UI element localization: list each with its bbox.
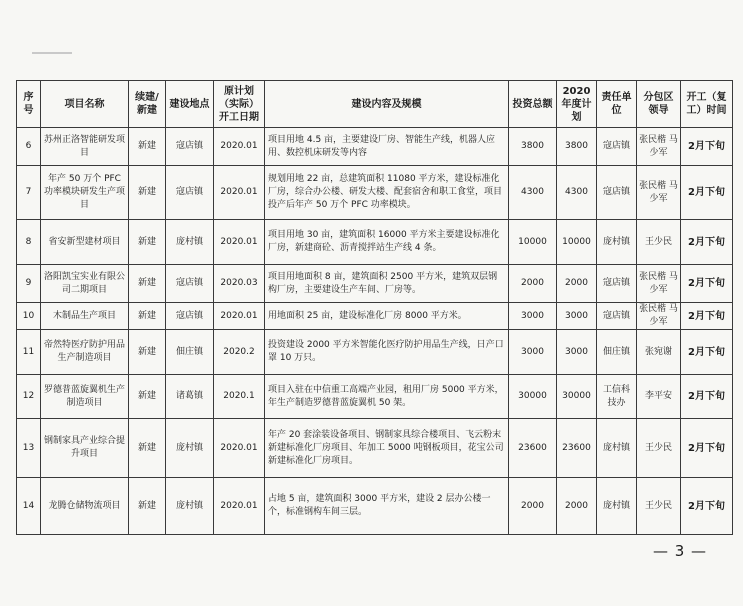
cell-unit: 工信科技办 bbox=[597, 375, 637, 419]
cell-seq: 10 bbox=[17, 303, 41, 330]
cell-seq: 9 bbox=[17, 265, 41, 303]
cell-content: 投资建设 2000 平方米智能化医疗防护用品生产线，日产口罩 10 万只。 bbox=[265, 330, 509, 375]
cell-unit: 寇店镇 bbox=[597, 166, 637, 220]
cell-seq: 8 bbox=[17, 220, 41, 265]
cell-type: 新建 bbox=[129, 265, 166, 303]
cell-date: 2020.01 bbox=[214, 478, 265, 535]
cell-plan: 30000 bbox=[557, 375, 597, 419]
project-table bbox=[16, 80, 733, 535]
table-row bbox=[17, 220, 733, 265]
cell-invest: 30000 bbox=[509, 375, 557, 419]
cell-type: 新建 bbox=[129, 220, 166, 265]
cell-time: 2月下旬 bbox=[681, 419, 733, 478]
cell-invest: 23600 bbox=[509, 419, 557, 478]
cell-name: 苏州正洛智能研发项目 bbox=[41, 128, 129, 166]
cell-unit: 寇店镇 bbox=[597, 128, 637, 166]
cell-time: 2月下旬 bbox=[681, 330, 733, 375]
cell-seq: 7 bbox=[17, 166, 41, 220]
cell-seq: 13 bbox=[17, 419, 41, 478]
cell-content: 占地 5 亩，建筑面积 3000 平方米，建设 2 层办公楼一个，标准钢构车间三层。 bbox=[265, 478, 509, 535]
cell-date: 2020.03 bbox=[214, 265, 265, 303]
table-row bbox=[17, 478, 733, 535]
cell-name: 罗德普蓝旋翼机生产制造项目 bbox=[41, 375, 129, 419]
cell-seq: 11 bbox=[17, 330, 41, 375]
cell-location: 寇店镇 bbox=[166, 166, 214, 220]
header-leader: 分包区领导 bbox=[637, 81, 681, 128]
cell-date: 2020.01 bbox=[214, 128, 265, 166]
cell-content: 项目用地 30 亩，建筑面积 16000 平方米主要建设标准化厂房，新建商砼、沥青搅拌站生产线 4 条。 bbox=[265, 220, 509, 265]
cell-leader: 李平安 bbox=[637, 375, 681, 419]
header-rule bbox=[32, 52, 72, 54]
cell-type: 新建 bbox=[129, 166, 166, 220]
table-row bbox=[17, 303, 733, 330]
table-row bbox=[17, 375, 733, 419]
cell-leader: 张民楷 马少军 bbox=[637, 265, 681, 303]
header-plan-date: 原计划（实际）开工日期 bbox=[214, 81, 265, 128]
cell-location: 庞村镇 bbox=[166, 220, 214, 265]
header-invest-total: 投资总额 bbox=[509, 81, 557, 128]
cell-location: 寇店镇 bbox=[166, 303, 214, 330]
cell-date: 2020.01 bbox=[214, 166, 265, 220]
cell-leader: 王少民 bbox=[637, 478, 681, 535]
cell-unit: 佃庄镇 bbox=[597, 330, 637, 375]
cell-location: 庞村镇 bbox=[166, 478, 214, 535]
cell-plan: 2000 bbox=[557, 478, 597, 535]
cell-seq: 12 bbox=[17, 375, 41, 419]
table-row bbox=[17, 419, 733, 478]
cell-type: 新建 bbox=[129, 478, 166, 535]
header-type: 续建/新建 bbox=[129, 81, 166, 128]
cell-time: 2月下旬 bbox=[681, 166, 733, 220]
cell-invest: 4300 bbox=[509, 166, 557, 220]
header-unit: 责任单位 bbox=[597, 81, 637, 128]
cell-type: 新建 bbox=[129, 303, 166, 330]
cell-leader: 王少民 bbox=[637, 419, 681, 478]
cell-location: 庞村镇 bbox=[166, 419, 214, 478]
cell-date: 2020.01 bbox=[214, 419, 265, 478]
cell-name: 洛阳凯宝实业有限公司二期项目 bbox=[41, 265, 129, 303]
cell-type: 新建 bbox=[129, 375, 166, 419]
header-plan-2020: 2020年度计划 bbox=[557, 81, 597, 128]
cell-plan: 2000 bbox=[557, 265, 597, 303]
cell-name: 木制品生产项目 bbox=[41, 303, 129, 330]
header-seq: 序号 bbox=[17, 81, 41, 128]
header-location: 建设地点 bbox=[166, 81, 214, 128]
cell-content: 用地面积 25 亩，建设标准化厂房 8000 平方米。 bbox=[265, 303, 509, 330]
cell-date: 2020.2 bbox=[214, 330, 265, 375]
cell-time: 2月下旬 bbox=[681, 265, 733, 303]
cell-location: 诸葛镇 bbox=[166, 375, 214, 419]
cell-plan: 23600 bbox=[557, 419, 597, 478]
table-header-row bbox=[17, 81, 733, 128]
cell-time: 2月下旬 bbox=[681, 128, 733, 166]
cell-seq: 6 bbox=[17, 128, 41, 166]
cell-location: 佃庄镇 bbox=[166, 330, 214, 375]
table-row bbox=[17, 330, 733, 375]
cell-name: 帝然特医疗防护用品生产制造项目 bbox=[41, 330, 129, 375]
cell-unit: 寇店镇 bbox=[597, 265, 637, 303]
cell-plan: 10000 bbox=[557, 220, 597, 265]
cell-date: 2020.01 bbox=[214, 303, 265, 330]
cell-leader: 张宛谢 bbox=[637, 330, 681, 375]
cell-leader: 张民楷 马少军 bbox=[637, 128, 681, 166]
table-row bbox=[17, 166, 733, 220]
cell-name: 年产 50 万个 PFC 功率模块研发生产项目 bbox=[41, 166, 129, 220]
cell-invest: 2000 bbox=[509, 478, 557, 535]
cell-type: 新建 bbox=[129, 419, 166, 478]
cell-content: 规划用地 22 亩，总建筑面积 11080 平方米，建设标准化厂房，综合办公楼、研发大楼、配套宿舍和职工食堂，项目投产后年产 50 万个 PFC 功率模块。 bbox=[265, 166, 509, 220]
cell-location: 寇店镇 bbox=[166, 128, 214, 166]
table-row bbox=[17, 128, 733, 166]
header-content: 建设内容及规模 bbox=[265, 81, 509, 128]
cell-plan: 4300 bbox=[557, 166, 597, 220]
cell-unit: 庞村镇 bbox=[597, 478, 637, 535]
cell-time: 2月下旬 bbox=[681, 478, 733, 535]
page-number: — 3 — bbox=[652, 542, 708, 560]
cell-time: 2月下旬 bbox=[681, 303, 733, 330]
cell-invest: 2000 bbox=[509, 265, 557, 303]
cell-invest: 3000 bbox=[509, 330, 557, 375]
cell-type: 新建 bbox=[129, 128, 166, 166]
cell-unit: 寇店镇 bbox=[597, 303, 637, 330]
cell-leader: 张民楷 马少军 bbox=[637, 166, 681, 220]
cell-date: 2020.1 bbox=[214, 375, 265, 419]
cell-plan: 3800 bbox=[557, 128, 597, 166]
cell-location: 寇店镇 bbox=[166, 265, 214, 303]
cell-name: 龙腾仓储物流项目 bbox=[41, 478, 129, 535]
cell-name: 省安新型建材项目 bbox=[41, 220, 129, 265]
cell-content: 项目用地面积 8 亩，建筑面积 2500 平方米，建筑双层钢构厂房，主要建设生产车间、厂房等。 bbox=[265, 265, 509, 303]
cell-name: 钢制家具产业综合提升项目 bbox=[41, 419, 129, 478]
cell-invest: 10000 bbox=[509, 220, 557, 265]
cell-leader: 王少民 bbox=[637, 220, 681, 265]
cell-unit: 庞村镇 bbox=[597, 419, 637, 478]
cell-leader: 张民楷 马少军 bbox=[637, 303, 681, 330]
cell-content: 项目用地 4.5 亩，主要建设厂房、智能生产线，机器人应用、数控机床研发等内容 bbox=[265, 128, 509, 166]
cell-type: 新建 bbox=[129, 330, 166, 375]
cell-time: 2月下旬 bbox=[681, 375, 733, 419]
table-row bbox=[17, 265, 733, 303]
cell-invest: 3800 bbox=[509, 128, 557, 166]
cell-seq: 14 bbox=[17, 478, 41, 535]
cell-date: 2020.01 bbox=[214, 220, 265, 265]
cell-content: 项目入驻在中信重工高端产业园，租用厂房 5000 平方米，年生产制造罗德普蓝旋翼机 50 架。 bbox=[265, 375, 509, 419]
header-name: 项目名称 bbox=[41, 81, 129, 128]
cell-time: 2月下旬 bbox=[681, 220, 733, 265]
cell-invest: 3000 bbox=[509, 303, 557, 330]
cell-content: 年产 20 套涂装设备项目、钢制家具综合楼项目、飞云粉末新建标准化厂房项目、年加工 5000 吨钢板项目，花宝公司新建标准化厂房项目。 bbox=[265, 419, 509, 478]
cell-unit: 庞村镇 bbox=[597, 220, 637, 265]
header-start-time: 开工（复工）时间 bbox=[681, 81, 733, 128]
cell-plan: 3000 bbox=[557, 330, 597, 375]
cell-plan: 3000 bbox=[557, 303, 597, 330]
